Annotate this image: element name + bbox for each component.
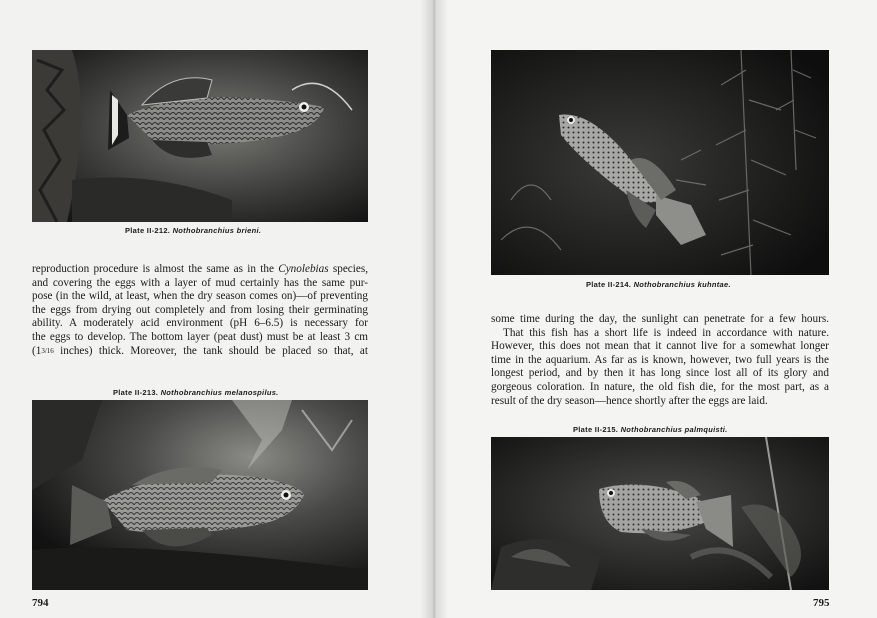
- page-number-right: 795: [813, 597, 830, 609]
- text-line: gorgeous coloration. In nature, the old fish die, for the most part, as a: [491, 380, 829, 393]
- left-page: [0, 0, 433, 618]
- text-line: and covering the eggs with a layer of mud certainly has the same pur-: [32, 276, 368, 289]
- page-number-left: 794: [32, 597, 49, 609]
- plate-215-photo: [491, 437, 829, 590]
- text-line: time in the aquarium. As far as is known, however, two full years is the: [491, 353, 829, 366]
- plate-213-label: Plate II-213.: [113, 388, 159, 397]
- text-line: result of the dry season—hence shortly after the eggs are laid.: [491, 394, 768, 407]
- plate-212-photo: [32, 50, 368, 222]
- right-page: [433, 0, 877, 618]
- text-line: the eggs from drying out completely and from losing their germinating: [32, 303, 368, 316]
- text-line: the eggs to develop. The bottom layer (peat dust) must be at least 3 cm: [32, 330, 368, 343]
- text-line: pose (in the wild, at least, when the dry season comes on)—of preventing: [32, 290, 368, 303]
- text-line: However, this does not mean that it cannot live for a somewhat longer: [491, 340, 829, 353]
- plate-212-species: Nothobranchius brieni.: [172, 226, 262, 235]
- text-line: That this fish has a short life is indeed in accordance with nature.: [503, 326, 829, 339]
- book-gutter: [420, 0, 448, 618]
- plate-214-photo: [491, 50, 829, 275]
- plate-213-photo: [32, 400, 368, 590]
- plate-215-label: Plate II-215.: [573, 425, 619, 434]
- text-line: some time during the day, the sunlight can penetrate for a few hours.: [491, 313, 829, 325]
- text-line: ability. A moderately acid environment (pH 6–6.5) is necessary for: [32, 317, 368, 330]
- plate-213-species: Nothobranchius melanospilus.: [160, 388, 279, 397]
- plate-212-label: Plate II-212.: [125, 226, 171, 235]
- plate-214-caption: [586, 280, 731, 289]
- left-body-text: [32, 263, 368, 358]
- plate-212-caption: [125, 226, 261, 235]
- plate-213-caption: [113, 388, 279, 397]
- right-body-text: [491, 313, 829, 408]
- plate-215-caption: [573, 425, 728, 434]
- text-line: (13/16 inches) thick. Moreover, the tank should be placed so that, at: [32, 344, 368, 357]
- text-line: longest period, and by then it has long since lost all of its glory and: [491, 367, 829, 380]
- text-line: reproduction procedure is almost the same as in the Cynolebias species,: [32, 263, 368, 275]
- plate-214-label: Plate II-214.: [586, 280, 632, 289]
- plate-215-species: Nothobranchius palmquisti.: [620, 425, 728, 434]
- plate-214-species: Nothobranchius kuhntae.: [633, 280, 731, 289]
